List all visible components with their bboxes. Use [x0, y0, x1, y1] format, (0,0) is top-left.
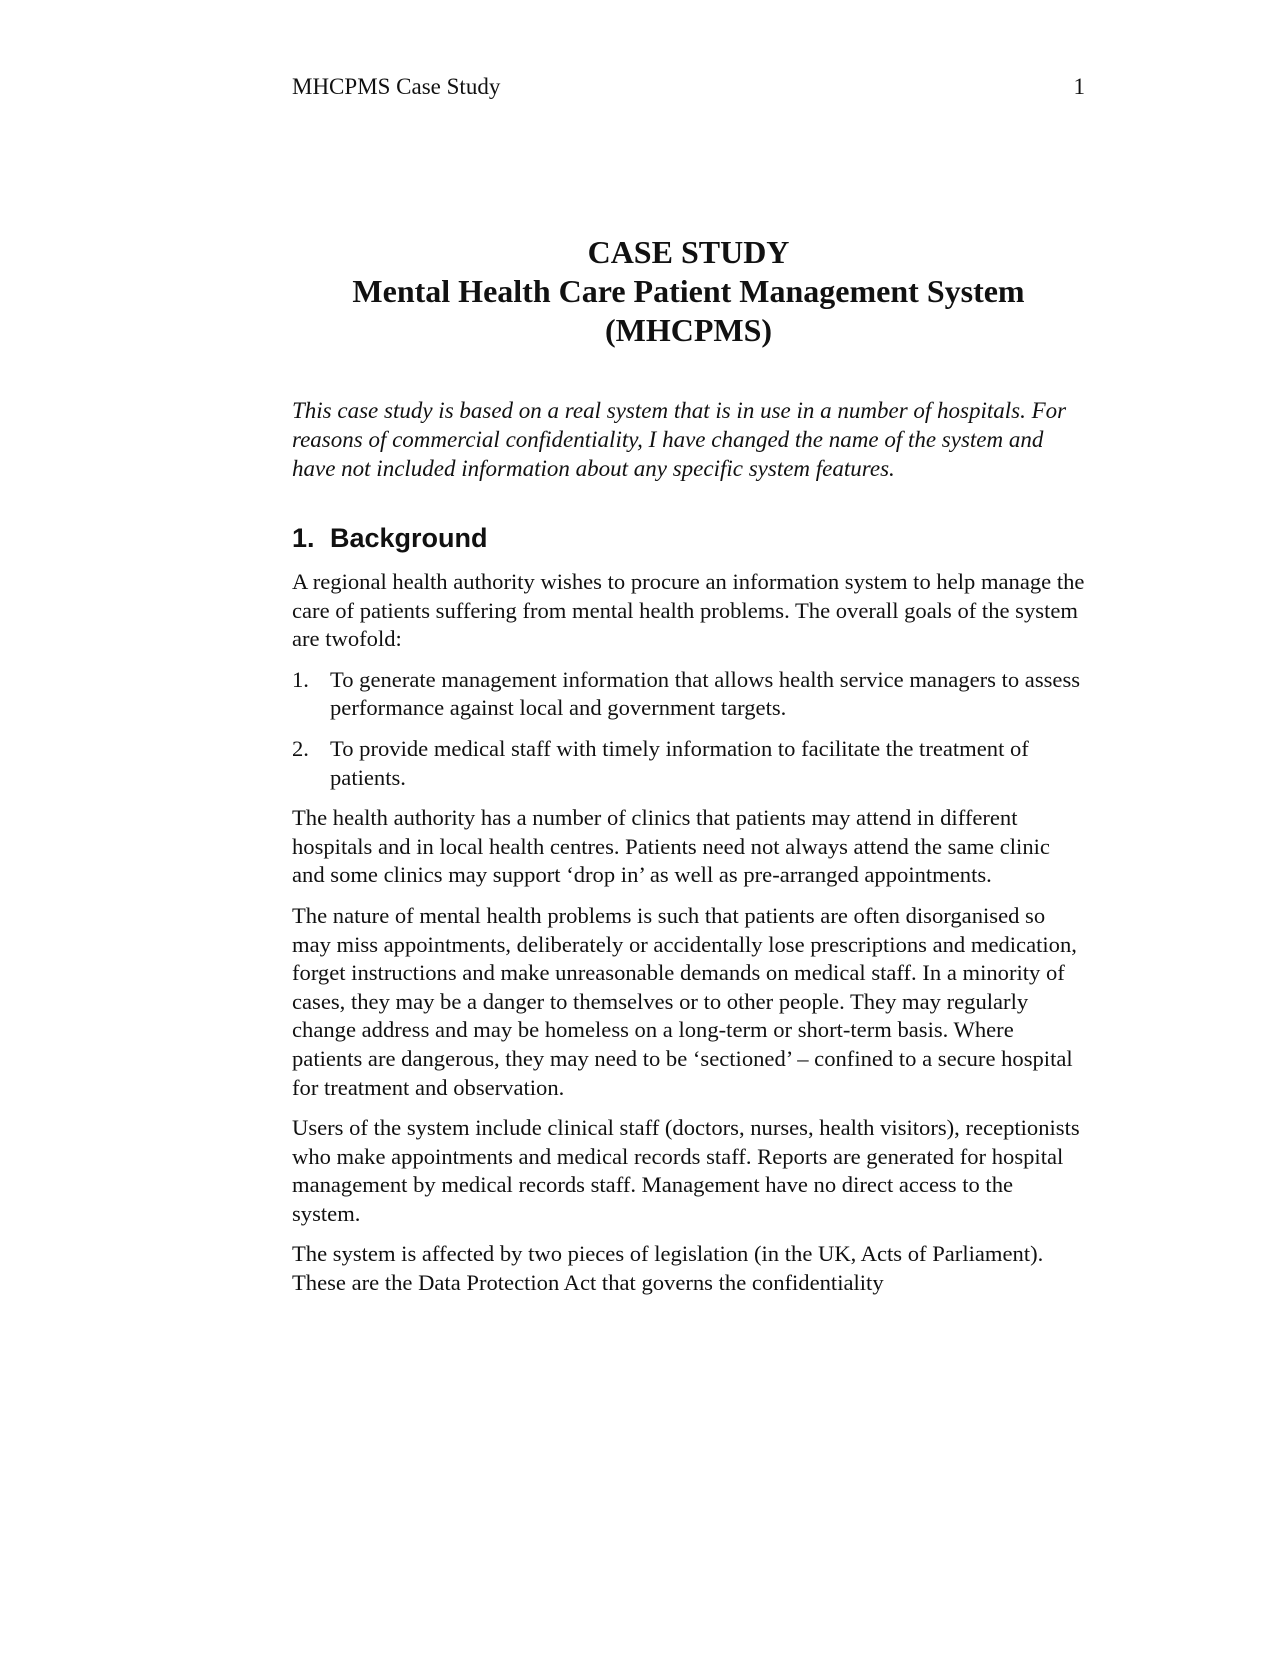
- list-item-text: To provide medical staff with timely information to facilitate the treatment of patients.: [330, 735, 1029, 790]
- section-number: 1.: [292, 523, 315, 553]
- paragraph-patient-nature: The nature of mental health problems is such that patients are often disorganised so may miss appointments, deliberately or accidentally lose prescriptions and medication, forget instructions and make unreasonable demands on medical staff. In a minority of cases, they may be a danger to themselves or to other people. They may regularly change address and may be homeless on a long-term or short-term basis. Where patients are dangerous, they may need to be ‘sectioned’ – confined to a secure hospital for treatment and observation.: [292, 902, 1077, 1100]
- document-title: [292, 233, 1085, 350]
- list-item-text: To generate management information that allows health service managers to assess performance against local and government targets.: [330, 666, 1081, 721]
- title-line-system-name: Mental Health Care Patient Management System: [352, 273, 1025, 309]
- running-title: MHCPMS Case Study: [292, 74, 501, 99]
- section-heading-background: [292, 522, 1085, 554]
- goals-list: [292, 666, 1085, 792]
- intro-note: This case study is based on a real system that is in use in a number of hospitals. For reasons of commercial confidentiality, I have changed the name of the system and have not included information about any specific system features.: [292, 398, 1067, 481]
- paragraph-legislation: The system is affected by two pieces of legislation (in the UK, Acts of Parliament). These are the Data Protection Act that governs the confidentiality: [292, 1241, 1044, 1296]
- title-line-acronym: (MHCPMS): [604, 312, 773, 348]
- list-item: [292, 735, 1085, 792]
- section-body: [292, 568, 1085, 1310]
- paragraph-users: Users of the system include clinical staff (doctors, nurses, health visitors), receptionists who make appointments and medical records staff. Reports are generated for hospital management by medical records staff. Management have no direct access to the system.: [292, 1115, 1080, 1226]
- page-number: 1: [1073, 74, 1085, 99]
- list-marker: 1.: [292, 666, 309, 692]
- list-item: [292, 666, 1085, 723]
- section-title: Background: [330, 523, 488, 553]
- list-marker: 2.: [292, 735, 309, 761]
- paragraph-goals-intro: A regional health authority wishes to procure an information system to help manage the care of patients suffering from mental health problems. The overall goals of the system are twofold:: [292, 569, 1085, 652]
- title-line-case-study: CASE STUDY: [587, 234, 790, 270]
- running-header: [292, 72, 1085, 102]
- paragraph-clinics: The health authority has a number of clinics that patients may attend in different hospitals and in local health centres. Patients need not always attend the same clinic and some clinics may support ‘drop in’ as well as pre-arranged appointments.: [292, 805, 1050, 888]
